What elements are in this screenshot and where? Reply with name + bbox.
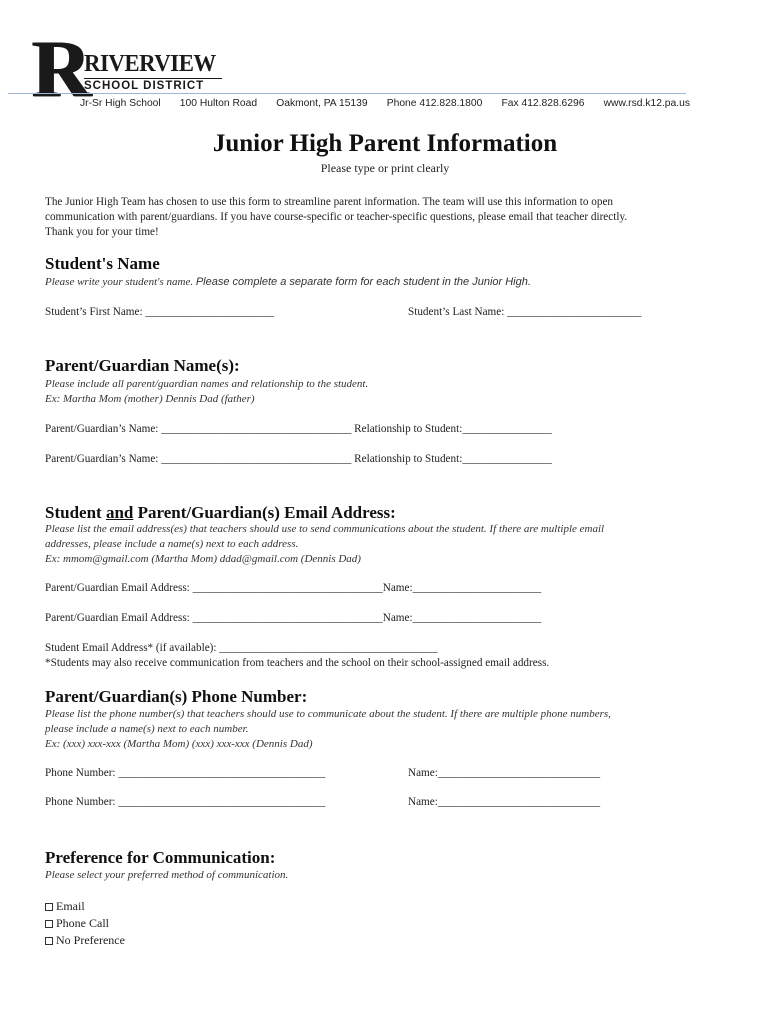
contact-website: www.rsd.k12.pa.us [603,98,690,109]
district-logo-letter: R [32,23,90,114]
form-title: Junior High Parent Information [212,130,558,157]
preference-option-phone[interactable] [45,915,125,932]
phone-note-line-1: Please list the phone number(s) that teachers should use to communicate about the student. If there are multiple phone numbers, [45,708,611,720]
preference-option-label: No Preference [56,933,125,947]
student-note-end: Please complete a separate form for each student in the Junior High. [195,276,531,288]
contact-phone: Phone 412.828.1800 [386,98,483,109]
email-heading-pre: Student [45,503,106,522]
parent-note-line-1: Please include all parent/guardian names and relationship to the student. [45,378,369,390]
student-first-name-field[interactable]: Student’s First Name: _______________________ [45,306,275,318]
student-note-start: Please write your student's name. [45,276,196,288]
checkbox-icon[interactable] [45,903,53,911]
phone-note-line-2: please include a name(s) next to each number. [45,723,249,735]
district-logo-subtitle: SCHOOL DISTRICT [84,78,222,92]
email-note-line-2: addresses, please include a name(s) next to each address. [45,538,299,550]
preference-option-email[interactable] [45,898,125,915]
preference-options [45,898,125,949]
contact-city: Oakmont, PA 15139 [276,98,368,109]
intro-line-1: The Junior High Team has chosen to use this form to streamline parent information. The team will use this information to open [45,196,614,208]
student-last-name-field[interactable]: Student’s Last Name: ________________________ [408,306,642,318]
parent-email-field-1[interactable]: Parent/Guardian Email Address: __________________________________Name:_______________________ [45,582,542,594]
preference-heading: Preference for Communication: [45,848,276,867]
contact-row [80,98,690,109]
parent-note-line-2: Ex: Martha Mom (mother) Dennis Dad (father) [45,393,255,405]
preference-option-label: Phone Call [56,916,109,930]
student-email-field[interactable]: Student Email Address* (if available): _______________________________________ [45,642,438,654]
email-note-line-3: Ex: mmom@gmail.com (Martha Mom) ddad@gmail.com (Dennis Dad) [45,553,361,565]
phone-note-line-3: Ex: (xxx) xxx-xxx (Martha Mom) (xxx) xxx-xxx (Dennis Dad) [45,738,313,750]
preference-note: Please select your preferred method of communication. [45,869,289,881]
district-logo-name: RIVERVIEW [84,51,216,77]
email-heading [45,503,396,523]
email-heading-post: Parent/Guardian(s) Email Address: [133,503,396,522]
phone-number-field-1[interactable]: Phone Number: _____________________________________ [45,767,326,779]
parent-names-note [45,377,725,407]
phone-heading: Parent/Guardian(s) Phone Number: [45,687,308,706]
checkbox-icon[interactable] [45,937,53,945]
intro-paragraph [45,195,725,240]
preference-option-label: Email [56,899,85,913]
parent-name-field-1[interactable]: Parent/Guardian’s Name: __________________________________ Relationship to Student:________________ [45,423,552,435]
phone-name-field-2[interactable]: Name:_____________________________ [408,796,601,808]
phone-number-field-2[interactable]: Phone Number: _____________________________________ [45,796,326,808]
intro-line-2: communication with parent/guardians. If you have course-specific or teacher-specific questions, please email that teacher directly. [45,211,628,223]
phone-note [45,707,725,752]
contact-school: Jr-Sr High School [80,98,161,109]
checkbox-icon[interactable] [45,920,53,928]
phone-name-field-1[interactable]: Name:_____________________________ [408,767,601,779]
parent-name-field-2[interactable]: Parent/Guardian’s Name: __________________________________ Relationship to Student:________________ [45,453,552,465]
student-name-note [45,275,725,290]
contact-street: 100 Hulton Road [179,98,258,109]
parent-names-heading: Parent/Guardian Name(s): [45,356,240,375]
intro-line-3: Thank you for your time! [45,226,159,238]
student-name-heading: Student's Name [45,254,160,273]
parent-email-field-2[interactable]: Parent/Guardian Email Address: __________________________________Name:_______________________ [45,612,542,624]
email-note-line-1: Please list the email address(es) that teachers should use to send communications about the student. If there are multiple email [45,523,605,535]
email-note [45,522,725,567]
header-divider [8,93,686,94]
form-subtitle: Please type or print clearly [320,161,450,175]
email-heading-underlined: and [105,503,134,522]
preference-option-none[interactable] [45,932,125,949]
student-email-footnote: *Students may also receive communication from teachers and the school on their school-assigned email address. [45,657,550,669]
contact-fax: Fax 412.828.6296 [501,98,585,109]
